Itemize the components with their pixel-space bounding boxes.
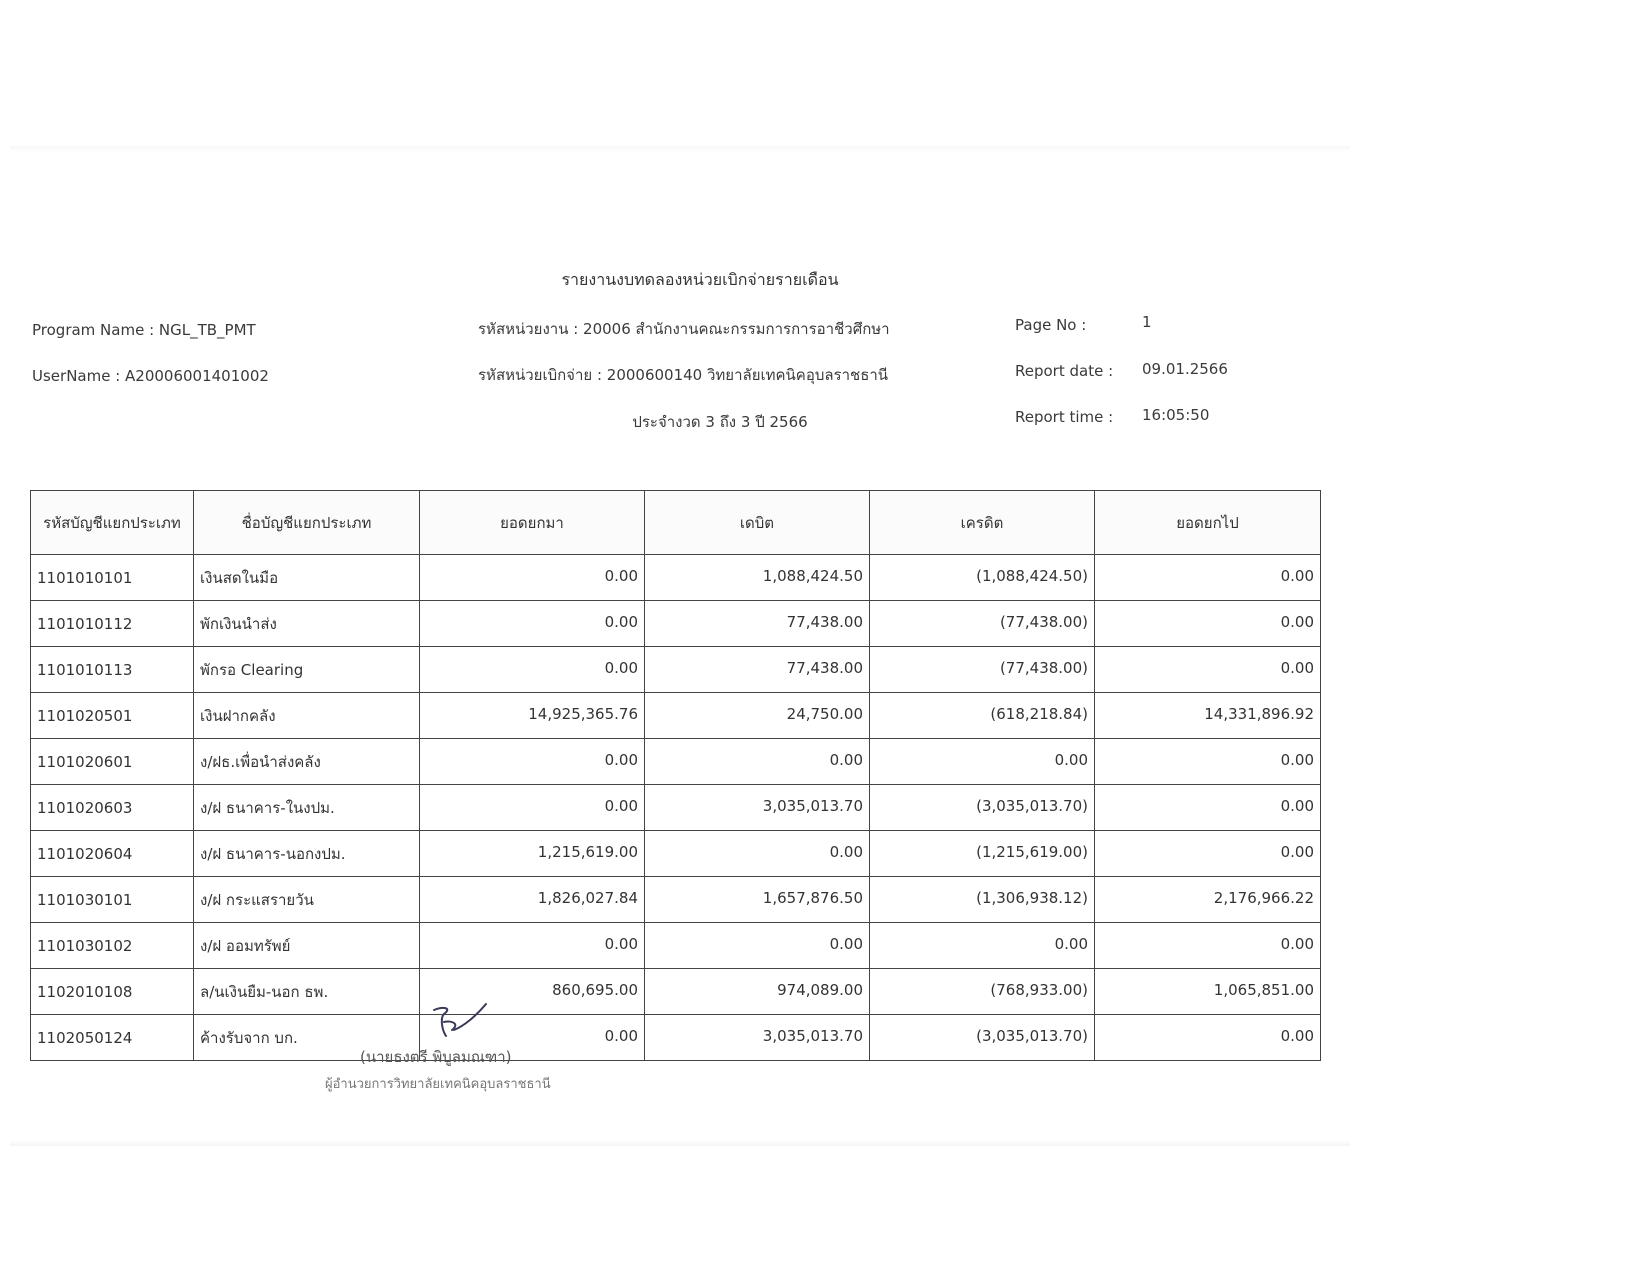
- cell-debit: 77,438.00: [645, 601, 870, 647]
- cell-account-name: ง/ฝ กระแสรายวัน: [194, 877, 420, 923]
- report-time-value: 16:05:50: [1142, 406, 1210, 424]
- cell-account-code: 1101030102: [31, 923, 194, 969]
- cell-account-name: ง/ฝธ.เพื่อนำส่งคลัง: [194, 739, 420, 785]
- cell-account-name: เงินสดในมือ: [194, 555, 420, 601]
- cell-credit: (3,035,013.70): [870, 1015, 1095, 1061]
- cell-brought-forward: 860,695.00: [420, 969, 645, 1015]
- cell-carried-forward: 0.00: [1095, 739, 1321, 785]
- cell-carried-forward: 0.00: [1095, 831, 1321, 877]
- cell-brought-forward: 0.00: [420, 785, 645, 831]
- cell-credit: 0.00: [870, 739, 1095, 785]
- cell-account-code: 1101020603: [31, 785, 194, 831]
- table-row: [31, 923, 1321, 969]
- cell-account-code: 1101030101: [31, 877, 194, 923]
- cell-account-name: ง/ฝ ออมทรัพย์: [194, 923, 420, 969]
- cell-carried-forward: 1,065,851.00: [1095, 969, 1321, 1015]
- cell-credit: (77,438.00): [870, 647, 1095, 693]
- header-brought-forward: ยอดยกมา: [420, 491, 645, 555]
- cell-brought-forward: 0.00: [420, 1015, 645, 1061]
- cell-debit: 974,089.00: [645, 969, 870, 1015]
- table-row: [31, 693, 1321, 739]
- cell-brought-forward: 0.00: [420, 555, 645, 601]
- cell-account-code: 1101020604: [31, 831, 194, 877]
- cell-carried-forward: 0.00: [1095, 923, 1321, 969]
- report-time-label: Report time :: [1015, 408, 1114, 426]
- table-row: [31, 785, 1321, 831]
- signature-mark: [430, 1000, 490, 1040]
- signatory-title: ผู้อำนวยการวิทยาลัยเทคนิคอุบลราชธานี: [325, 1077, 551, 1092]
- cell-brought-forward: 0.00: [420, 601, 645, 647]
- signatory-name: (นายธงตรี พิบูลมณฑา): [360, 1048, 512, 1066]
- cell-credit: (618,218.84): [870, 693, 1095, 739]
- cell-carried-forward: 0.00: [1095, 785, 1321, 831]
- table-row: [31, 555, 1321, 601]
- cell-account-code: 1102050124: [31, 1015, 194, 1061]
- cell-credit: 0.00: [870, 923, 1095, 969]
- cell-debit: 3,035,013.70: [645, 1015, 870, 1061]
- cell-credit: (77,438.00): [870, 601, 1095, 647]
- cell-carried-forward: 0.00: [1095, 1015, 1321, 1061]
- cell-debit: 0.00: [645, 831, 870, 877]
- table-row: [31, 739, 1321, 785]
- cell-brought-forward: 0.00: [420, 739, 645, 785]
- cell-account-name: ค้างรับจาก บก.: [194, 1015, 420, 1061]
- cell-debit: 77,438.00: [645, 647, 870, 693]
- cell-account-name: ง/ฝ ธนาคาร-นอกงปม.: [194, 831, 420, 877]
- program-name: Program Name : NGL_TB_PMT: [32, 321, 256, 339]
- cell-credit: (1,215,619.00): [870, 831, 1095, 877]
- table-header-row: [31, 491, 1321, 555]
- header-debit: เดบิต: [645, 491, 870, 555]
- disbursement-unit-code: รหัสหน่วยเบิกจ่าย : 2000600140 วิทยาลัยเทคนิคอุบลราชธานี: [478, 366, 889, 384]
- cell-account-name: ล/นเงินยืม-นอก ธพ.: [194, 969, 420, 1015]
- cell-credit: (768,933.00): [870, 969, 1095, 1015]
- cell-account-code: 1102010108: [31, 969, 194, 1015]
- cell-carried-forward: 0.00: [1095, 647, 1321, 693]
- cell-brought-forward: 14,925,365.76: [420, 693, 645, 739]
- page-no-label: Page No :: [1015, 316, 1087, 334]
- header-carried-forward: ยอดยกไป: [1095, 491, 1321, 555]
- table-row: [31, 877, 1321, 923]
- cell-debit: 0.00: [645, 739, 870, 785]
- header-account-code: รหัสบัญชีแยกประเภท: [31, 491, 194, 555]
- cell-brought-forward: 0.00: [420, 647, 645, 693]
- cell-brought-forward: 0.00: [420, 923, 645, 969]
- cell-account-name: ง/ฝ ธนาคาร-ในงปม.: [194, 785, 420, 831]
- cell-carried-forward: 0.00: [1095, 601, 1321, 647]
- report-date-value: 09.01.2566: [1142, 360, 1228, 378]
- cell-credit: (1,306,938.12): [870, 877, 1095, 923]
- trial-balance-table: [30, 490, 1321, 1061]
- cell-account-name: เงินฝากคลัง: [194, 693, 420, 739]
- cell-carried-forward: 0.00: [1095, 555, 1321, 601]
- cell-brought-forward: 1,826,027.84: [420, 877, 645, 923]
- table-row: [31, 831, 1321, 877]
- table-row: [31, 601, 1321, 647]
- cell-account-code: 1101020601: [31, 739, 194, 785]
- cell-account-code: 1101010101: [31, 555, 194, 601]
- report-date-label: Report date :: [1015, 362, 1114, 380]
- cell-credit: (1,088,424.50): [870, 555, 1095, 601]
- header-account-name: ชื่อบัญชีแยกประเภท: [194, 491, 420, 555]
- cell-debit: 1,657,876.50: [645, 877, 870, 923]
- cell-credit: (3,035,013.70): [870, 785, 1095, 831]
- cell-account-code: 1101020501: [31, 693, 194, 739]
- page-no-value: 1: [1142, 313, 1152, 331]
- cell-account-code: 1101010112: [31, 601, 194, 647]
- cell-account-name: พักเงินนำส่ง: [194, 601, 420, 647]
- report-period: ประจำงวด 3 ถึง 3 ปี 2566: [632, 413, 808, 431]
- cell-account-name: พักรอ Clearing: [194, 647, 420, 693]
- cell-debit: 24,750.00: [645, 693, 870, 739]
- cell-carried-forward: 2,176,966.22: [1095, 877, 1321, 923]
- report-title: รายงานงบทดลองหน่วยเบิกจ่ายรายเดือน: [561, 270, 839, 289]
- table-row: [31, 1015, 1321, 1061]
- cell-debit: 3,035,013.70: [645, 785, 870, 831]
- user-name: UserName : A20006001401002: [32, 367, 269, 385]
- cell-debit: 1,088,424.50: [645, 555, 870, 601]
- cell-debit: 0.00: [645, 923, 870, 969]
- cell-brought-forward: 1,215,619.00: [420, 831, 645, 877]
- table-row: [31, 647, 1321, 693]
- agency-code: รหัสหน่วยงาน : 20006 สำนักงานคณะกรรมการการอาชีวศึกษา: [478, 320, 890, 338]
- cell-carried-forward: 14,331,896.92: [1095, 693, 1321, 739]
- cell-account-code: 1101010113: [31, 647, 194, 693]
- table-row: [31, 969, 1321, 1015]
- header-credit: เครดิต: [870, 491, 1095, 555]
